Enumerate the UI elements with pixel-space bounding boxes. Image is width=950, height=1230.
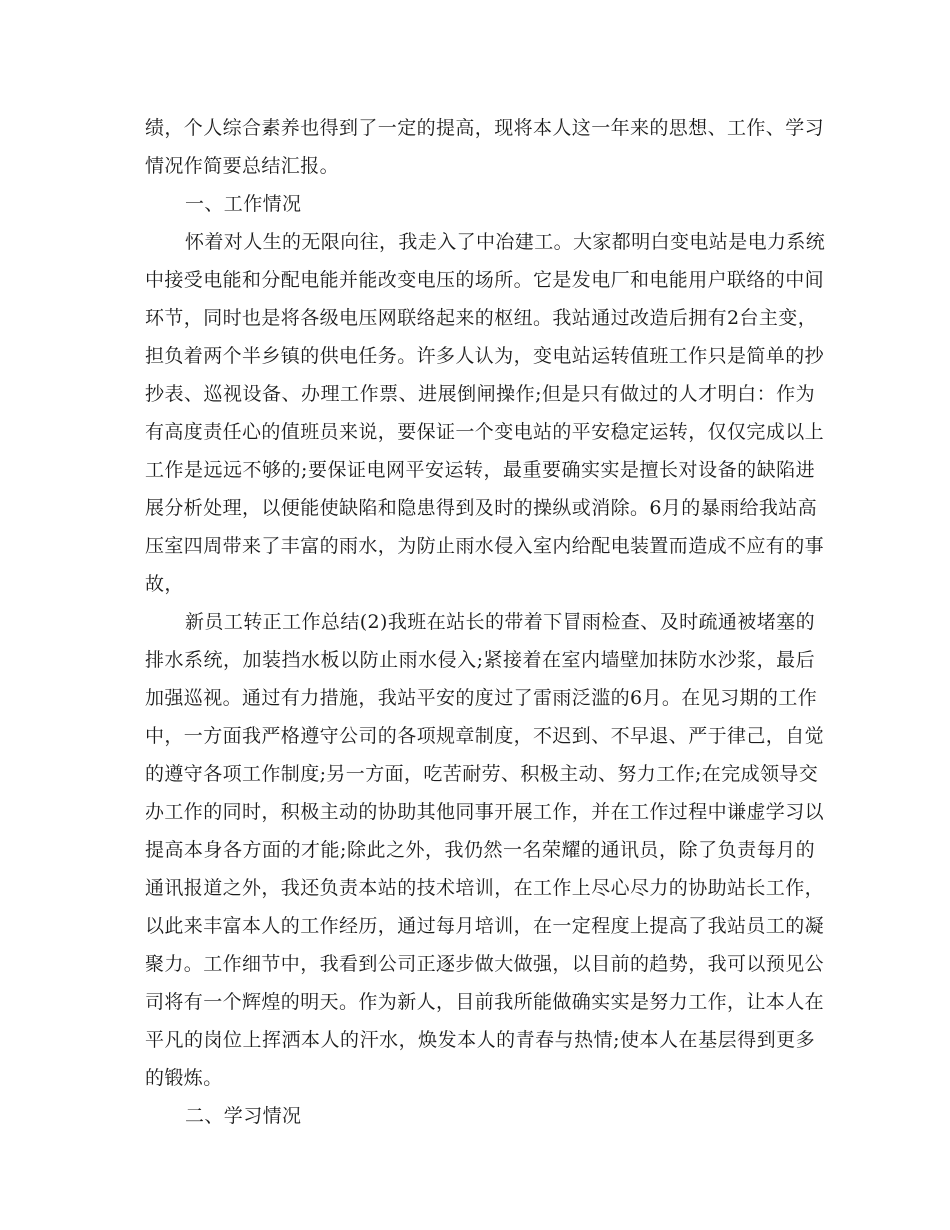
text-line: 中接受电能和分配电能并能改变电压的场所。它是发电厂和电能用户联络的中间 <box>145 269 825 291</box>
text-line: 工作是远远不够的;要保证电网平安运转，最重要确实实是擅长对设备的缺陷进 <box>145 459 815 481</box>
text-line: 的锻炼。 <box>145 1067 223 1089</box>
text-line: 抄表、巡视设备、办理工作票、进展倒闸操作;但是只有做过的人才明白：作为 <box>145 383 815 405</box>
text-line: 展分析处理，以便能使缺陷和隐患得到及时的操纵或消除。6月的暴雨给我站高 <box>145 497 818 519</box>
text-line: 以此来丰富本人的工作经历，通过每月培训，在一定程度上提高了我站员工的凝 <box>145 915 825 937</box>
text-line: 有高度责任心的值班员来说，要保证一个变电站的平安稳定运转，仅仅完成以上 <box>145 421 825 443</box>
text-line: 排水系统，加装挡水板以防止雨水侵入;紧接着在室内墙壁加抹防水沙浆，最后 <box>145 649 815 671</box>
text-line: 中，一方面我严格遵守公司的各项规章制度，不迟到、不早退、严于律己，自觉 <box>145 725 825 747</box>
text-line: 的遵守各项工作制度;另一方面，吃苦耐劳、积极主动、努力工作;在完成领导交 <box>145 763 819 785</box>
text-line: 加强巡视。通过有力措施，我站平安的度过了雷雨泛滥的6月。在见习期的工作 <box>145 687 818 709</box>
text-line: 情况作简要总结汇报。 <box>145 155 340 177</box>
text-line: 平凡的岗位上挥洒本人的汗水，焕发本人的青春与热情;使本人在基层得到更多 <box>145 1029 815 1051</box>
text-line: 怀着对人生的无限向往，我走入了中冶建工。大家都明白变电站是电力系统 <box>185 231 826 253</box>
text-line: 司将有一个辉煌的明天。作为新人，目前我所能做确实实是努力工作，让本人在 <box>145 991 825 1013</box>
section-heading: 二、学习情况 <box>185 1105 302 1127</box>
section-heading: 一、工作情况 <box>185 193 302 215</box>
text-line: 环节，同时也是将各级电压网联络起来的枢纽。我站通过改造后拥有2台主变， <box>145 307 818 329</box>
text-line: 绩，个人综合素养也得到了一定的提高，现将本人这一年来的思想、工作、学习 <box>145 117 825 139</box>
text-line: 提高本身各方面的才能;除此之外，我仍然一名荣耀的通讯员，除了负责每月的 <box>145 839 815 861</box>
text-line: 办工作的同时，积极主动的协助其他同事开展工作，并在工作过程中谦虚学习以 <box>145 801 825 823</box>
text-line: 新员工转正工作总结(2)我班在站长的带着下冒雨检查、及时疏通被堵塞的 <box>185 611 815 633</box>
text-line: 压室四周带来了丰富的雨水，为防止雨水侵入室内给配电装置而造成不应有的事 <box>145 535 825 557</box>
text-line: 通讯报道之外，我还负责本站的技术培训，在工作上尽心尽力的协助站长工作， <box>145 877 825 899</box>
text-line: 担负着两个半乡镇的供电任务。许多人认为，变电站运转值班工作只是简单的抄 <box>145 345 825 367</box>
text-line: 聚力。工作细节中，我看到公司正逐步做大做强，以目前的趋势，我可以预见公 <box>145 953 825 975</box>
text-line: 故， <box>145 573 184 595</box>
